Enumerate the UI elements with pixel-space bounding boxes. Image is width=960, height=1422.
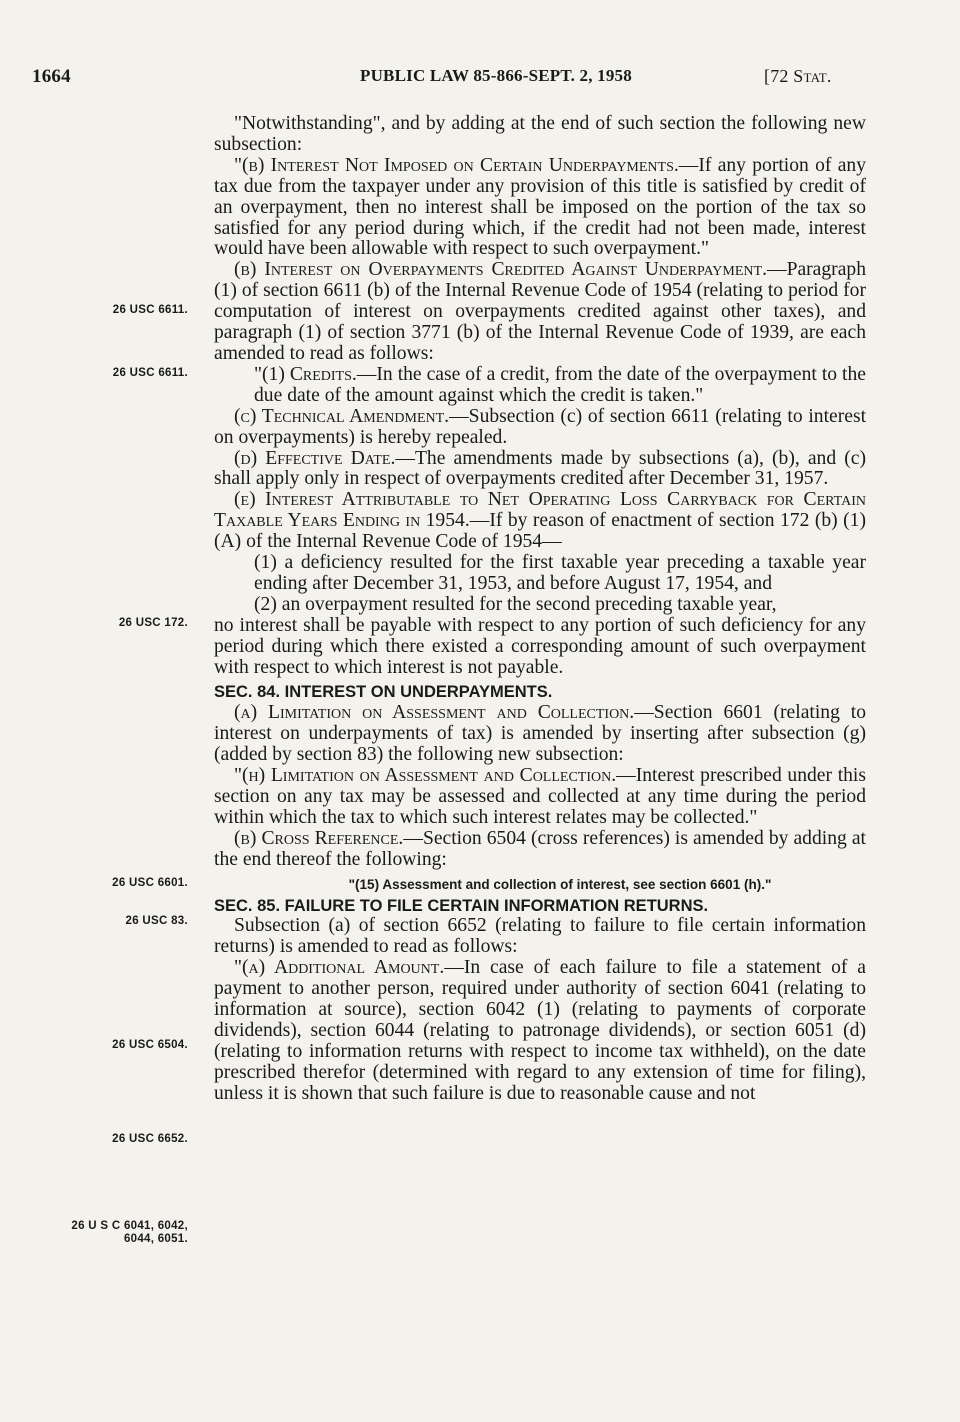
margin-note: 26 USC 6601. <box>112 877 188 889</box>
paragraph-text: —If by reason of enactment of section 172 (b) (1) (A) of the Internal Revenue Code of 1954— <box>214 510 866 553</box>
paragraph-text: —Paragraph (1) of section 6611 (b) of the Internal Revenue Code of 1954 (relating to period for computation of interest on overpayments credited against other taxes), and paragraph (1) of section 3771 (b) of the Internal Revenue Code of 1939, are each amended to read as follows: <box>214 259 866 364</box>
paragraph <box>214 449 866 491</box>
paragraph <box>214 766 866 829</box>
paragraph <box>214 156 866 261</box>
paragraph-text: —In the case of a credit, from the date of the overpayment to the due date of the amount against which the credit is taken." <box>254 363 866 406</box>
section-heading: SEC. 84. INTEREST ON UNDERPAYMENTS. <box>214 683 553 702</box>
margin-note: 26 USC 83. <box>125 915 188 927</box>
statute-reference: [72 Stat. <box>764 66 832 86</box>
paragraph-heading: (e) Interest Attributable to Net Operating Loss Carryback for Certain Taxable Years Ending in 1954. <box>214 489 866 532</box>
paragraph: Subsection (a) of section 6652 (relating to failure to file certain information returns) is amended to read as follows: <box>214 915 866 958</box>
paragraph <box>214 703 866 766</box>
paragraph <box>214 407 866 449</box>
paragraph <box>214 365 866 407</box>
margin-note: 26 USC 6611. <box>112 304 188 316</box>
paragraph <box>214 490 866 553</box>
margin-note: 26 USC 6504. <box>112 1039 188 1051</box>
margin-note: 26 USC 6611. <box>112 367 188 379</box>
page-number: 1664 <box>32 66 71 87</box>
paragraph-heading: (b) Interest on Overpayments Credited Against Underpayment. <box>234 259 767 281</box>
paragraph-text: —The amendments made by subsections (a), (b), and (c) shall apply only in respect of overpayments credited after December 31, 1957. <box>214 447 866 490</box>
paragraph-heading: "(a) Additional Amount. <box>234 957 445 979</box>
paragraph-heading: (c) Technical Amendment. <box>234 405 450 427</box>
section-heading: SEC. 85. FAILURE TO FILE CERTAIN INFORMATION RETURNS. <box>214 896 709 915</box>
cross-reference: "(15) Assessment and collection of interest, see section 6601 (h)." <box>348 876 772 892</box>
paragraph: no interest shall be payable with respect to any portion of such deficiency for any period during which there existed a corresponding amount of such overpayment with respect to which interest is not payable. <box>214 614 866 678</box>
running-title: PUBLIC LAW 85-866-SEPT. 2, 1958 <box>360 66 632 85</box>
paragraph-heading: (d) Effective Date. <box>234 447 396 469</box>
body-text <box>214 114 866 1105</box>
paragraph: (1) a deficiency resulted for the first taxable year preceding a taxable year ending after December 31, 1953, and before August 17, 1954, and <box>254 552 866 594</box>
paragraph: (2) an overpayment resulted for the second preceding taxable year, <box>254 593 777 615</box>
margin-note: 26 USC 172. <box>118 617 188 629</box>
paragraph-heading: "(1) Credits. <box>254 363 357 385</box>
paragraph-text: —Subsection (c) of section 6611 (relating to interest on overpayments) is hereby repealed. <box>214 405 867 448</box>
paragraph-heading: (a) Limitation on Assessment and Collection. <box>234 702 635 724</box>
paragraph <box>214 829 866 871</box>
paragraph <box>214 260 866 365</box>
paragraph <box>214 958 866 1104</box>
paragraph-text: —Interest prescribed under this section on any tax may be assessed and collected at any time during the period within which the tax to which such interest relates may be collected." <box>214 765 866 828</box>
margin-note: 26 USC 6652. <box>112 1133 188 1145</box>
paragraph-text: —If any portion of any tax due from the taxpayer under any provision of this title is satisfied by credit of an overpayment, then no interest shall be imposed on the portion of the tax so satisfied for any period during which, if the credit had not been made, interest would have been allowable with respect to such overpayment." <box>214 154 866 260</box>
paragraph-text: —Section 6601 (relating to interest on underpayments of tax) is amended by inserting after subsection (g) (added by section 83) the following new subsection: <box>214 702 866 766</box>
paragraph: "Notwithstanding", and by adding at the end of such section the following new subsection: <box>214 113 866 155</box>
margin-note: 26 U S C 6041, 6042, 6044, 6051. <box>71 1220 188 1245</box>
paragraph-heading: (b) Cross Reference. <box>234 827 404 849</box>
paragraph-text: —Section 6504 (cross references) is amended by adding at the end thereof the following: <box>214 827 866 870</box>
paragraph-heading: "(b) Interest Not Imposed on Certain Underpayments. <box>234 154 679 176</box>
paragraph-heading: "(h) Limitation on Assessment and Collection. <box>234 765 617 787</box>
paragraph-text: —In case of each failure to file a statement of a payment to another person, required under authority of section 6041 (relating to information at source), section 6042 (1) (relating to payments of corporate dividends), section 6044 (relating to patronage dividends), or section 6051 (d) (relating to information returns with respect to income tax withheld), on the date prescribed therefor (determined with regard to any extension of time for filing), unless it is shown that such failure is due to reasonable cause and not <box>214 957 866 1104</box>
